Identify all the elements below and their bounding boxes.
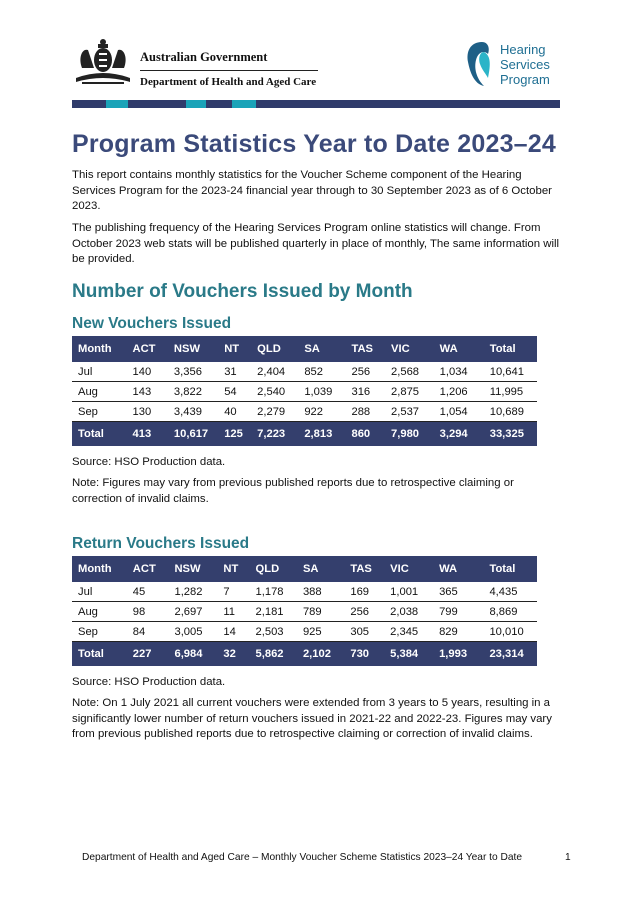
table-cell: 33,325 (484, 422, 537, 447)
column-header: SA (298, 336, 345, 362)
table-cell: 2,038 (384, 602, 433, 622)
table-cell: 8,869 (483, 602, 537, 622)
table-cell: 45 (127, 582, 169, 602)
table-cell: 10,641 (484, 362, 537, 382)
column-header: Total (484, 336, 537, 362)
table-cell: 829 (433, 622, 483, 642)
table-cell: 54 (218, 382, 251, 402)
new-vouchers-table (72, 336, 537, 446)
table-row (72, 582, 537, 602)
column-header: NT (217, 556, 249, 582)
return-vouchers-table (72, 556, 537, 666)
table-cell: 32 (217, 642, 249, 667)
table-cell: 413 (127, 422, 168, 447)
table-cell: 1,993 (433, 642, 483, 667)
logo-line-hearing: Hearing (500, 42, 546, 57)
column-header: Total (483, 556, 537, 582)
table-cell: 1,001 (384, 582, 433, 602)
table-cell: 730 (344, 642, 384, 667)
frequency-note: The publishing frequency of the Hearing Services Program online statistics will change. From October 2023 web stats will be published quarterly in place of monthly, The same information will be provided. (72, 222, 560, 265)
new-vouchers-title: New Vouchers Issued (72, 315, 232, 332)
table-cell: 23,314 (483, 642, 537, 667)
page-title: Program Statistics Year to Date 2023–24 (72, 130, 556, 158)
table-cell: 3,822 (168, 382, 218, 402)
table-cell: 2,537 (385, 402, 434, 422)
table-cell: 125 (218, 422, 251, 447)
table-total-row (72, 422, 537, 447)
table-cell: 130 (127, 402, 168, 422)
return-vouchers-source: Source: HSO Production data. (72, 676, 226, 688)
table-cell: 2,568 (385, 362, 434, 382)
table-cell: 3,005 (168, 622, 217, 642)
column-header: WA (434, 336, 484, 362)
table-cell: Total (72, 642, 127, 667)
column-header: ACT (127, 556, 169, 582)
ear-logo-icon (462, 38, 498, 90)
coat-of-arms-icon (72, 38, 134, 86)
table-cell: 365 (433, 582, 483, 602)
table-cell: 1,178 (250, 582, 297, 602)
page-number: 1 (565, 852, 571, 863)
table-cell: 316 (345, 382, 385, 402)
table-cell: 2,875 (385, 382, 434, 402)
table-cell: 227 (127, 642, 169, 667)
new-vouchers-source: Source: HSO Production data. (72, 456, 226, 468)
column-header: ACT (127, 336, 168, 362)
column-header: NSW (168, 336, 218, 362)
table-cell: 31 (218, 362, 251, 382)
table-cell: 2,404 (251, 362, 298, 382)
decorative-stripe (72, 100, 560, 108)
return-vouchers-title: Return Vouchers Issued (72, 535, 250, 552)
table-cell: 925 (297, 622, 344, 642)
table-cell: 2,813 (298, 422, 345, 447)
table-cell: 5,384 (384, 642, 433, 667)
government-name: Australian Government (140, 50, 318, 71)
column-header: Month (72, 336, 127, 362)
page-footer: Department of Health and Aged Care – Monthly Voucher Scheme Statistics 2023–24 Year to Date (82, 852, 523, 863)
table-cell: 860 (345, 422, 385, 447)
table-row (72, 602, 537, 622)
return-vouchers-note: Note: On 1 July 2021 all current vouchers were extended from 3 years to 5 years, resulting in a significantly lower number of return vouchers issued in 2021-22 and 2022-23. Figures may vary from previous published reports due to retrospective claiming or correction of invalid claims. (72, 697, 552, 740)
page-header (72, 38, 572, 98)
column-header: QLD (251, 336, 298, 362)
table-cell: Aug (72, 382, 127, 402)
table-cell: 10,010 (483, 622, 537, 642)
table-row (72, 402, 537, 422)
column-header: VIC (385, 336, 434, 362)
column-header: Month (72, 556, 127, 582)
hearing-services-program-logo (462, 38, 572, 94)
table-cell: 84 (127, 622, 169, 642)
column-header: QLD (250, 556, 297, 582)
table-row (72, 622, 537, 642)
table-cell: 7,980 (385, 422, 434, 447)
new-vouchers-note: Note: Figures may vary from previous published reports due to retrospective claiming or correction of invalid claims. (72, 477, 514, 505)
column-header: SA (297, 556, 344, 582)
table-cell: 1,034 (434, 362, 484, 382)
column-header: TAS (344, 556, 384, 582)
government-identity (140, 50, 318, 88)
table-cell: 922 (298, 402, 345, 422)
table-cell: 11 (217, 602, 249, 622)
table-cell: 256 (345, 362, 385, 382)
table-cell: 2,279 (251, 402, 298, 422)
table-cell: 6,984 (168, 642, 217, 667)
table-cell: 256 (344, 602, 384, 622)
table-cell: 852 (298, 362, 345, 382)
table-cell: 305 (344, 622, 384, 642)
table-total-row (72, 642, 537, 667)
table-cell: 10,689 (484, 402, 537, 422)
column-header: NSW (168, 556, 217, 582)
table-cell: 799 (433, 602, 483, 622)
table-cell: 7,223 (251, 422, 298, 447)
table-cell: 288 (345, 402, 385, 422)
table-cell: Jul (72, 582, 127, 602)
table-cell: 4,435 (483, 582, 537, 602)
logo-line-program: Program (500, 72, 550, 87)
table-cell: 2,540 (251, 382, 298, 402)
table-cell: 1,054 (434, 402, 484, 422)
table-cell: 1,282 (168, 582, 217, 602)
table-cell: 14 (217, 622, 249, 642)
table-cell: 2,181 (250, 602, 297, 622)
table-cell: 140 (127, 362, 168, 382)
column-header: NT (218, 336, 251, 362)
table-cell: 11,995 (484, 382, 537, 402)
table-header-row (72, 556, 537, 582)
table-cell: 2,102 (297, 642, 344, 667)
table-cell: Sep (72, 622, 127, 642)
table-cell: 10,617 (168, 422, 218, 447)
table-cell: Jul (72, 362, 127, 382)
intro-paragraph: This report contains monthly statistics for the Voucher Scheme component of the Hearing Services Program for the 2023-24 financial year through to 30 September 2023 as of 6 October 2023. (72, 169, 552, 212)
column-header: VIC (384, 556, 433, 582)
table-row (72, 382, 537, 402)
table-cell: 1,039 (298, 382, 345, 402)
table-cell: 2,697 (168, 602, 217, 622)
column-header: WA (433, 556, 483, 582)
table-cell: 3,439 (168, 402, 218, 422)
table-cell: 40 (218, 402, 251, 422)
table-header-row (72, 336, 537, 362)
table-cell: 5,862 (250, 642, 297, 667)
table-cell: 143 (127, 382, 168, 402)
table-cell: 2,345 (384, 622, 433, 642)
table-cell: 789 (297, 602, 344, 622)
table-cell: 3,294 (434, 422, 484, 447)
logo-line-services: Services (500, 57, 550, 72)
table-cell: 1,206 (434, 382, 484, 402)
table-cell: 3,356 (168, 362, 218, 382)
table-cell: Total (72, 422, 127, 447)
table-cell: 7 (217, 582, 249, 602)
table-row (72, 362, 537, 382)
table-cell: 2,503 (250, 622, 297, 642)
table-cell: 388 (297, 582, 344, 602)
column-header: TAS (345, 336, 385, 362)
section-title: Number of Vouchers Issued by Month (72, 281, 413, 302)
table-cell: Sep (72, 402, 127, 422)
department-name: Department of Health and Aged Care (140, 76, 317, 88)
table-cell: 98 (127, 602, 169, 622)
table-cell: Aug (72, 602, 127, 622)
table-cell: 169 (344, 582, 384, 602)
